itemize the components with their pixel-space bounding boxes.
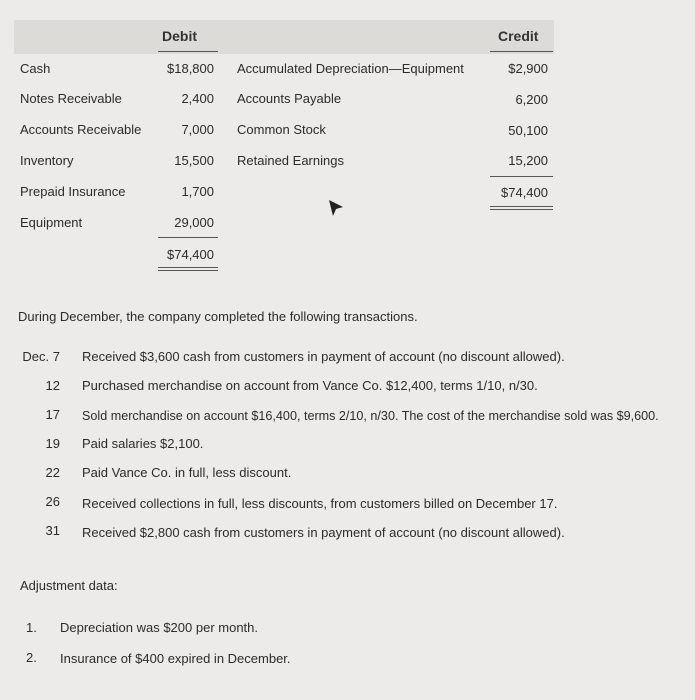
debit-total-double-rule <box>158 267 218 271</box>
txn-text: Purchased merchandise on account from Vance Co. $12,400, terms 1/10, n/30. <box>82 378 538 393</box>
credit-header: Credit <box>498 28 539 44</box>
adjustments-title: Adjustment data: <box>20 578 118 593</box>
debit-amount-notes-receivable: 2,400 <box>181 91 214 106</box>
adjustment-text: Depreciation was $200 per month. <box>60 620 259 635</box>
debit-amount-cash: $18,800 <box>167 61 214 76</box>
debit-amount-accounts-receivable: 7,000 <box>181 122 214 137</box>
txn-date: Dec. 7 <box>22 349 60 364</box>
txn-date: 31 <box>45 523 60 538</box>
credit-amount-accumulated-depreciation: $2,900 <box>508 61 548 76</box>
txn-date: 26 <box>45 494 60 509</box>
credit-account-accumulated-depreciation: Accumulated Depreciation—Equipment <box>237 61 464 76</box>
credit-header-underline <box>490 51 553 52</box>
credit-account-retained-earnings: Retained Earnings <box>237 153 344 168</box>
debit-account-prepaid-insurance: Prepaid Insurance <box>20 184 126 199</box>
debit-header: Debit <box>162 28 197 44</box>
credit-account-accounts-payable: Accounts Payable <box>237 91 342 106</box>
txn-date: 19 <box>45 436 60 451</box>
adjustment-number: 2. <box>26 650 37 665</box>
debit-account-equipment: Equipment <box>20 215 83 230</box>
debit-header-underline <box>158 51 218 52</box>
adjustment-number: 1. <box>26 620 37 635</box>
txn-text: Received $2,800 cash from customers in payment of account (no discount allowed). <box>82 525 565 540</box>
credit-amount-accounts-payable: 6,200 <box>515 92 548 107</box>
txn-text: Paid Vance Co. in full, less discount. <box>82 465 292 480</box>
txn-text: Received collections in full, less discounts, from customers billed on December 17. <box>82 496 558 511</box>
debit-account-notes-receivable: Notes Receivable <box>20 91 122 106</box>
txn-date: 12 <box>45 378 60 393</box>
txn-text: Paid salaries $2,100. <box>82 436 204 451</box>
txn-text: Received $3,600 cash from customers in payment of account (no discount allowed). <box>82 349 565 364</box>
credit-amount-retained-earnings: 15,200 <box>508 153 548 168</box>
mouse-pointer-icon <box>327 198 345 218</box>
debit-amount-prepaid-insurance: 1,700 <box>181 184 214 199</box>
transactions-intro: During December, the company completed the following transactions. <box>18 309 418 324</box>
credit-total: $74,400 <box>501 185 548 200</box>
credit-total-double-rule <box>490 206 553 210</box>
credit-account-common-stock: Common Stock <box>237 122 326 137</box>
debit-account-inventory: Inventory <box>20 153 74 168</box>
debit-amount-inventory: 15,500 <box>174 153 214 168</box>
txn-date: 17 <box>45 407 60 422</box>
txn-date: 22 <box>45 465 60 480</box>
debit-account-accounts-receivable: Accounts Receivable <box>20 122 142 137</box>
debit-amount-equipment: 29,000 <box>174 215 214 230</box>
credit-total-rule <box>490 176 553 177</box>
debit-total: $74,400 <box>167 247 214 262</box>
credit-amount-common-stock: 50,100 <box>508 123 548 138</box>
table-header-band <box>14 20 554 54</box>
debit-total-rule <box>158 237 218 238</box>
txn-text: Sold merchandise on account $16,400, terms 2/10, n/30. The cost of the merchandise sold was $9,600. <box>82 409 659 423</box>
debit-account-cash: Cash <box>20 61 51 76</box>
adjustment-text: Insurance of $400 expired in December. <box>60 651 291 666</box>
